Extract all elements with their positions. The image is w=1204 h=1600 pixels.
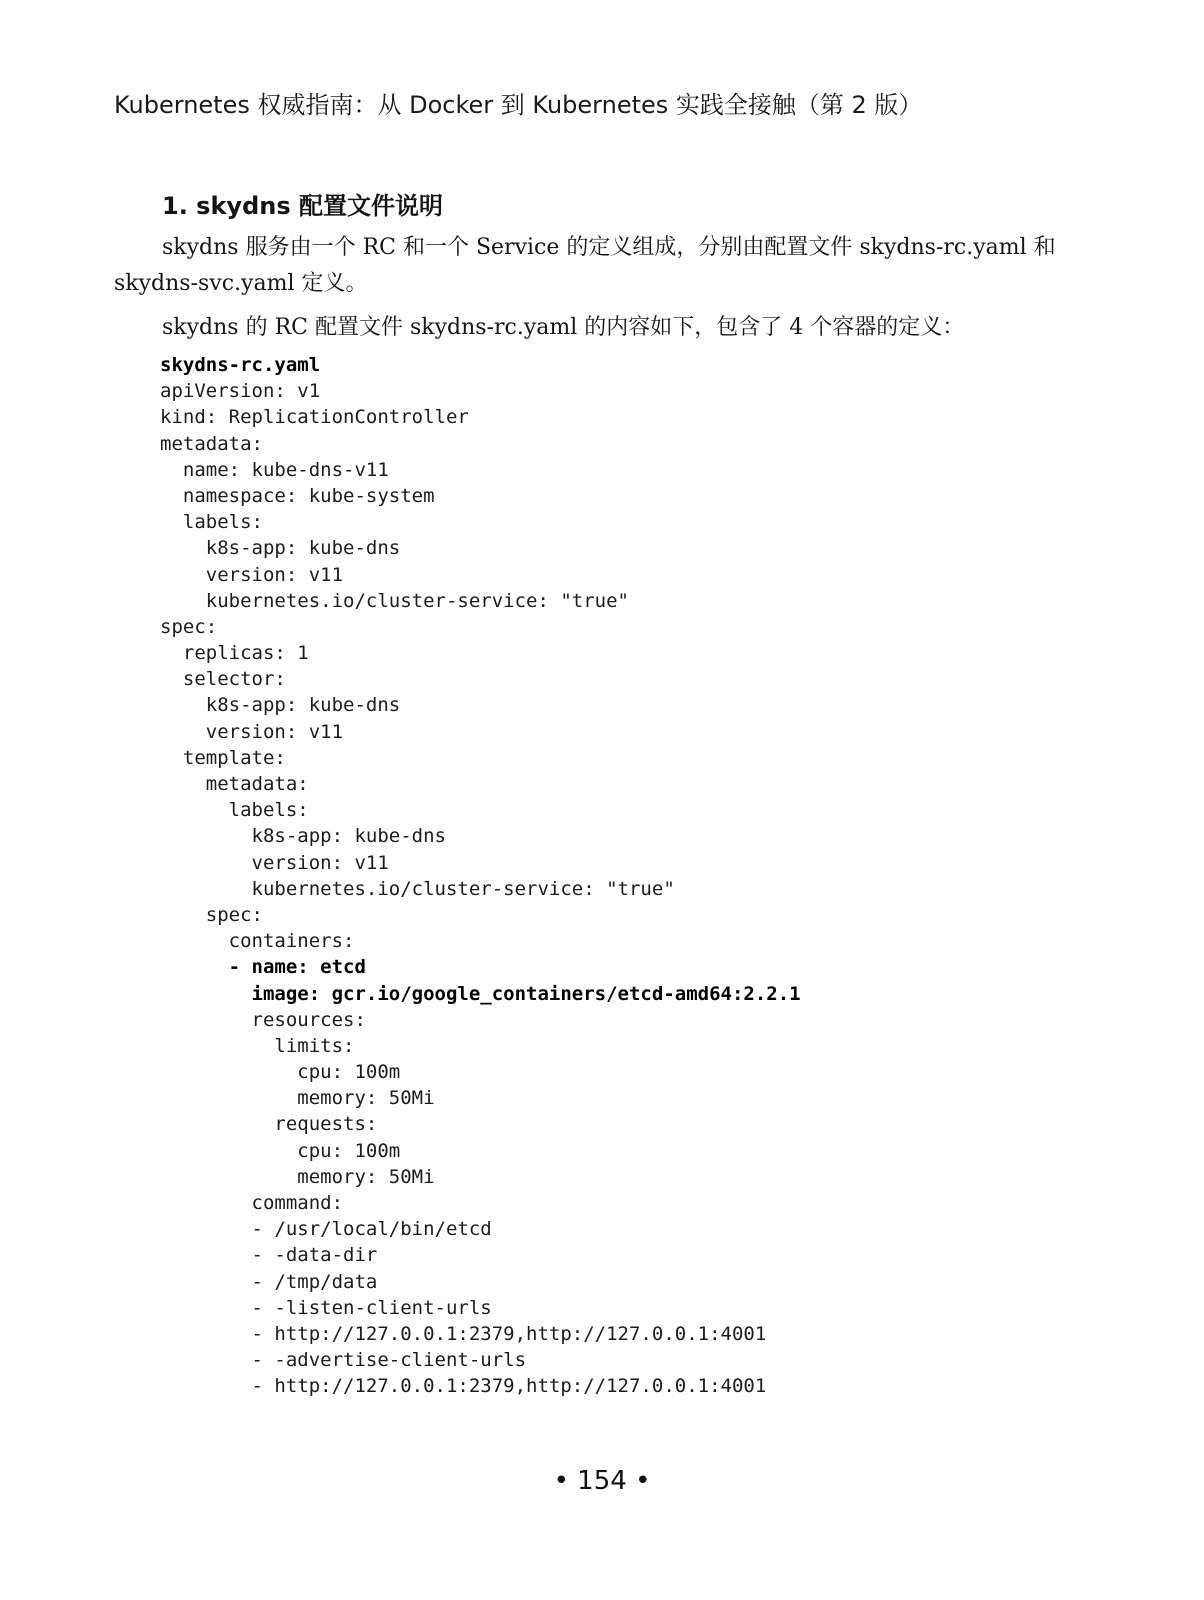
code-line-emphasized: image: gcr.io/google_containers/etcd-amd64:2.2.1 [160,982,801,1005]
code-line: version: v11 [160,851,389,874]
code-line: spec: [160,615,218,638]
code-line: requests: [160,1113,378,1136]
body-paragraph: skydns 的 RC 配置文件 skydns-rc.yaml 的内容如下，包含了 4 个容器的定义： [162,315,965,340]
code-line: template: [160,746,286,769]
code-line: replicas: 1 [160,642,309,665]
code-line: limits: [160,1034,355,1057]
page-number: • 154 • [553,1466,651,1496]
code-listing [160,352,801,1400]
code-line: labels: [160,511,263,534]
code-line: - -advertise-client-urls [160,1349,527,1372]
code-line: containers: [160,930,355,953]
code-line: memory: 50Mi [160,1165,435,1188]
code-line: apiVersion: v1 [160,380,321,403]
code-line: kubernetes.io/cluster-service: "true" [160,589,629,612]
code-line: - /usr/local/bin/etcd [160,1218,492,1241]
code-line: version: v11 [160,720,344,743]
code-line: cpu: 100m [160,1139,401,1162]
code-line: - -listen-client-urls [160,1296,492,1319]
code-line: spec: [160,903,263,926]
code-line: - /tmp/data [160,1270,378,1293]
code-line: - http://127.0.0.1:2379,http://127.0.0.1:4001 [160,1322,767,1345]
code-line: selector: [160,668,286,691]
section-title: 1. skydns 配置文件说明 [162,192,443,220]
code-line: command: [160,1192,344,1214]
code-line: k8s-app: kube-dns [160,825,446,848]
code-line: k8s-app: kube-dns [160,537,401,560]
code-line: - -data-dir [160,1244,378,1267]
code-line: namespace: kube-system [160,484,435,507]
code-line: labels: [160,799,309,822]
code-line: resources: [160,1008,366,1031]
body-paragraph: skydns 服务由一个 RC 和一个 Service 的定义组成，分别由配置文件 skydns-rc.yaml 和 skydns-svc.yaml 定义。 [114,235,1056,296]
code-line: metadata: [160,773,309,795]
running-header: Kubernetes 权威指南：从 Docker 到 Kubernetes 实践全接触（第 2 版） [114,91,923,119]
code-line: kind: ReplicationController [160,406,469,429]
code-line-emphasized: - name: etcd [160,956,366,979]
code-line: kubernetes.io/cluster-service: "true" [160,877,675,900]
code-line: metadata: [160,432,263,455]
code-line: memory: 50Mi [160,1087,435,1110]
code-line: cpu: 100m [160,1061,401,1084]
code-line: name: kube-dns-v11 [160,458,389,481]
code-line: version: v11 [160,563,344,586]
code-filename: skydns-rc.yaml [160,354,321,376]
code-line: k8s-app: kube-dns [160,694,401,717]
code-line: - http://127.0.0.1:2379,http://127.0.0.1:4001 [160,1375,767,1398]
